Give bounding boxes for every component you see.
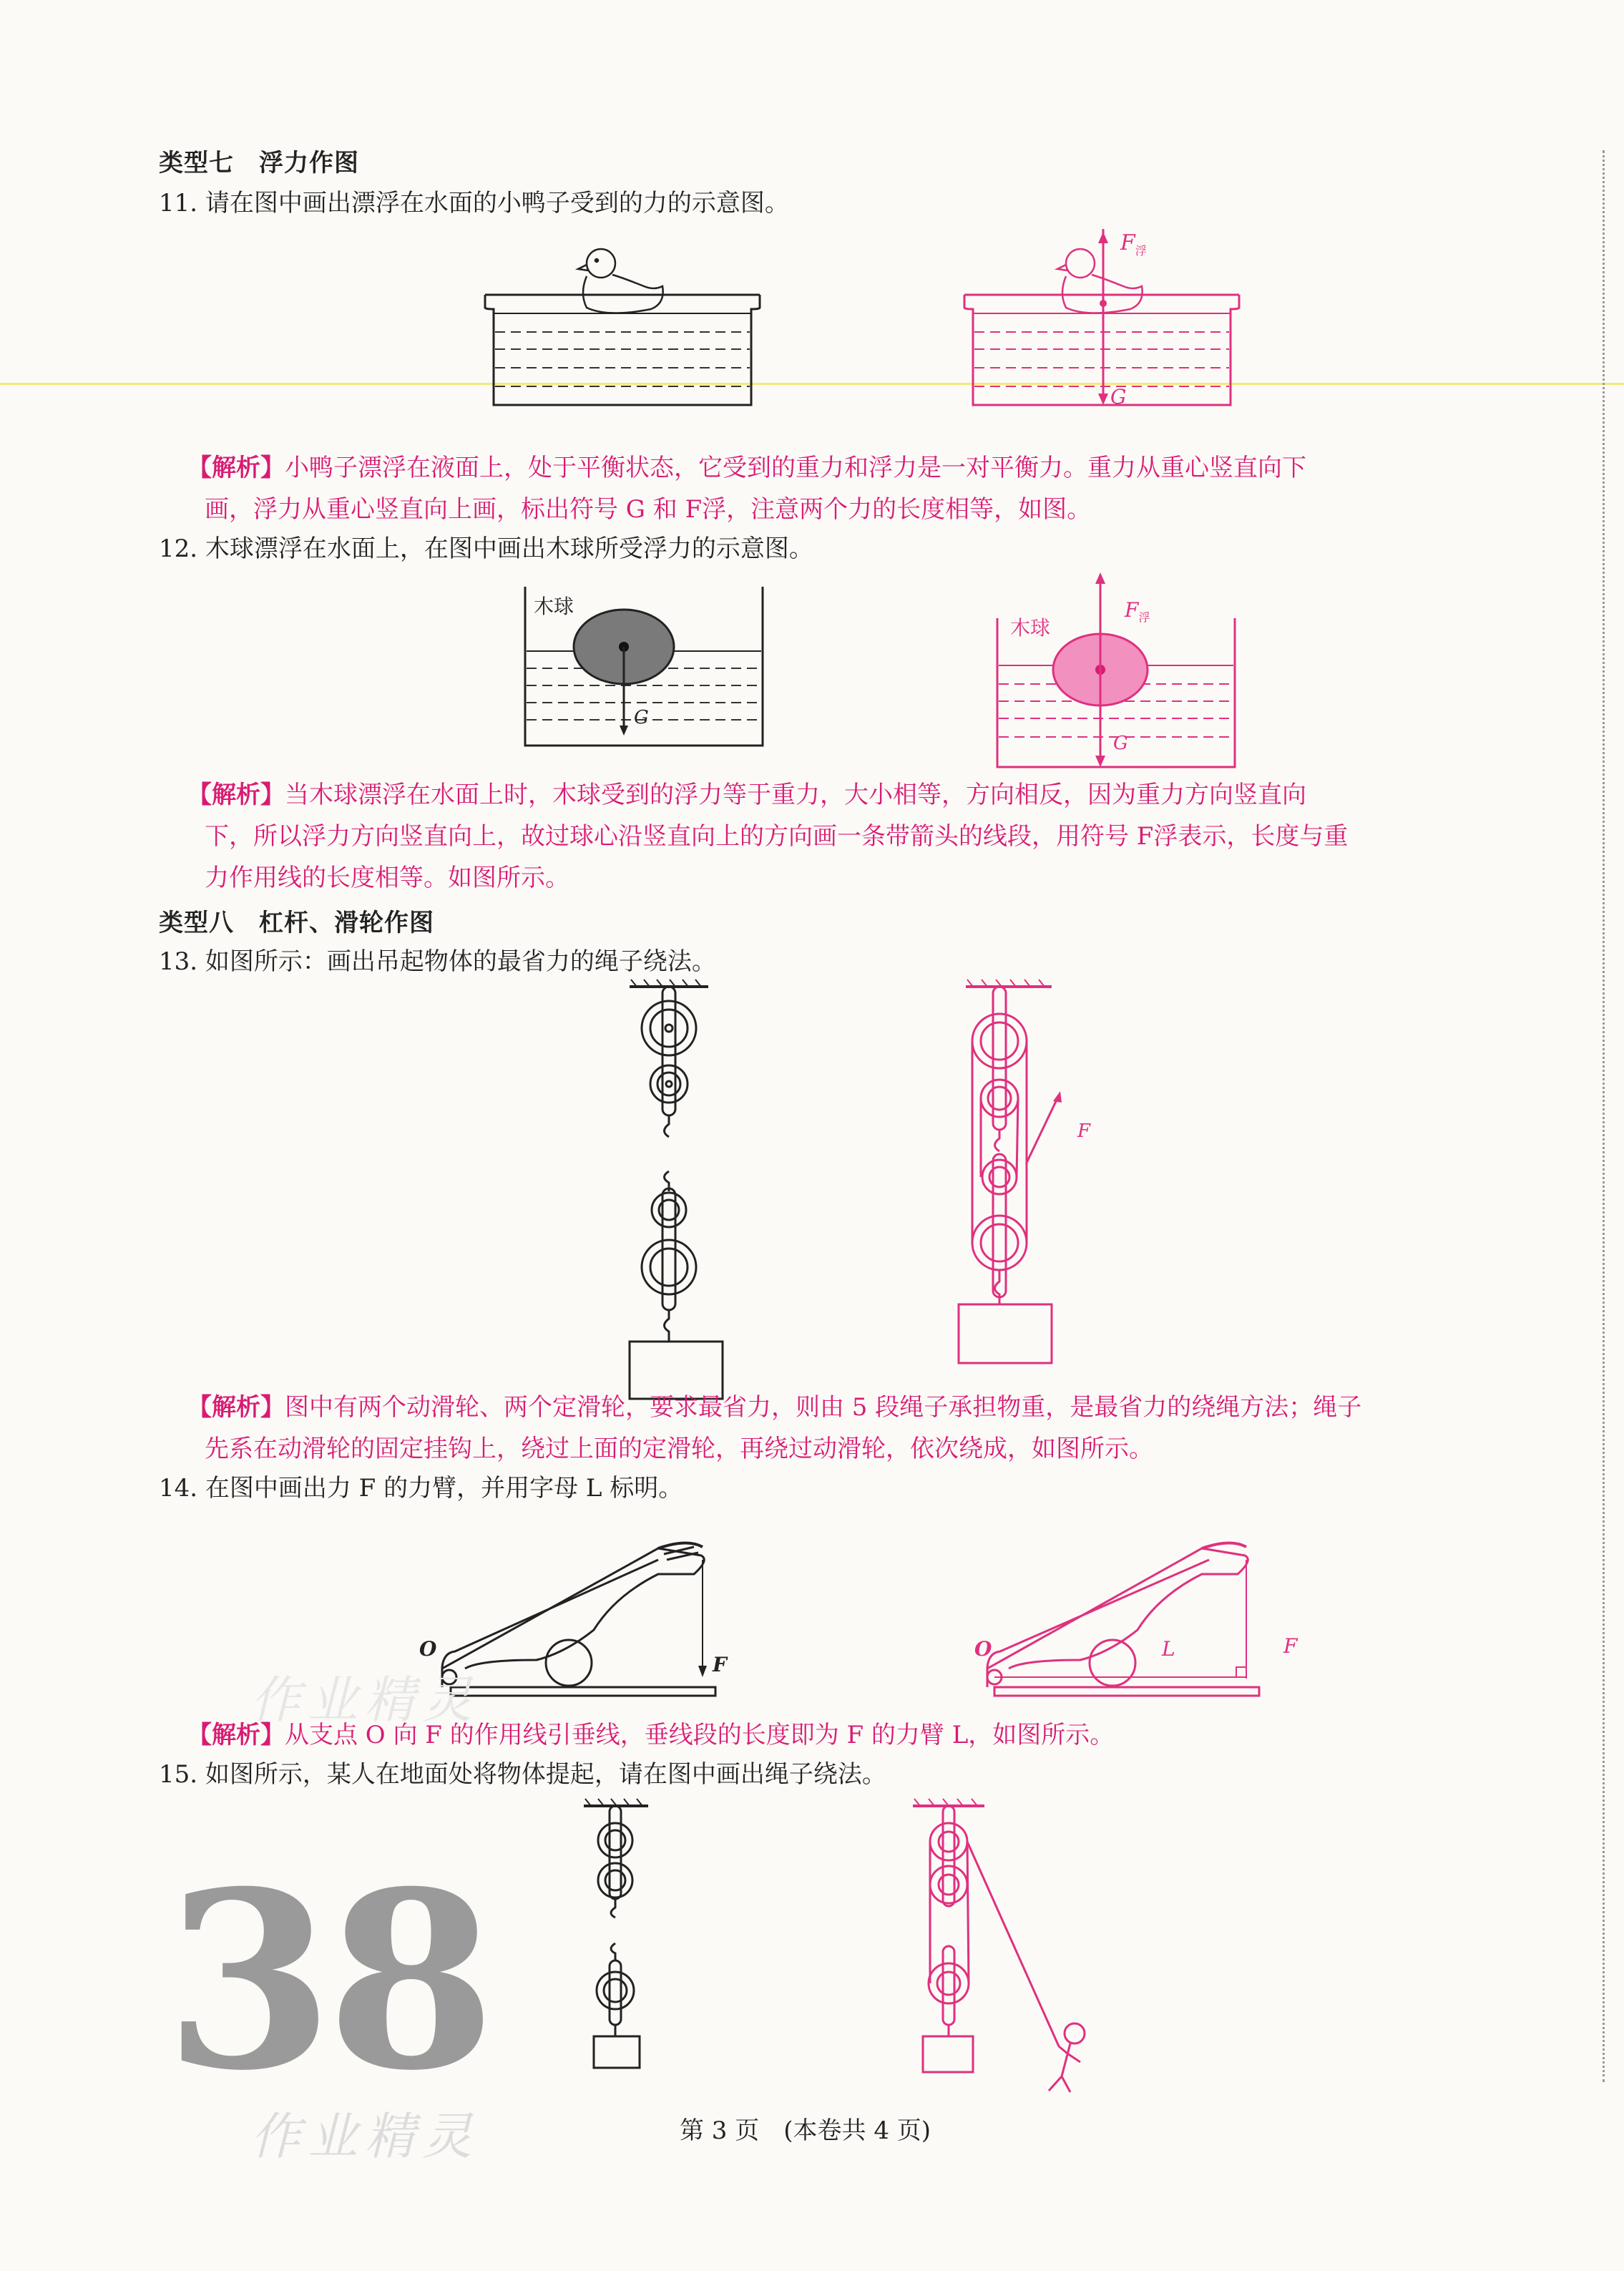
q12-analysis-line1: 【解析】当木球漂浮在水面上时，木球受到的浮力等于重力，大小相等，方向相反，因为重力方向竖直向 xyxy=(187,781,1306,809)
section-heading-8: 类型八 杠杆、滑轮作图 xyxy=(159,909,434,937)
q14-label-f: F xyxy=(713,1653,727,1676)
q14-answer-label-l: L xyxy=(1162,1637,1175,1661)
q13-pulley-figure xyxy=(615,984,744,1384)
q12-label-f: $F_浮$ xyxy=(1125,598,1150,625)
q11-label-f: $F_浮$ xyxy=(1120,230,1147,258)
question-14: 14. 在图中画出力 F 的力臂，并用字母 L 标明。 xyxy=(159,1474,683,1503)
q12-ball-label: 木球 xyxy=(534,595,574,618)
q11-answer-figure xyxy=(959,229,1259,415)
q14-answer-figure xyxy=(987,1503,1288,1696)
question-12: 12. 木球漂浮在水面上，在图中画出木球所受浮力的示意图。 xyxy=(159,534,813,563)
dotted-margin-line xyxy=(1603,150,1605,2082)
q13-answer-figure xyxy=(959,984,1145,1370)
q15-answer-figure xyxy=(909,1796,1123,2096)
q15-pulley-figure xyxy=(579,1803,665,2082)
q11-analysis-line1: 【解析】小鸭子漂浮在液面上，处于平衡状态，它受到的重力和浮力是一对平衡力。重力从重心竖直向下 xyxy=(187,454,1306,482)
question-15: 15. 如图所示，某人在地面处将物体提起，请在图中画出绳子绕法。 xyxy=(159,1760,886,1789)
q12-label-g: G xyxy=(634,707,649,728)
q12-answer-ball-label: 木球 xyxy=(1010,616,1051,640)
section-heading-7: 类型七 浮力作图 xyxy=(159,149,359,177)
page-footer: 第 3 页 (本卷共 4 页) xyxy=(680,2116,931,2145)
question-11: 11. 请在图中画出漂浮在水面的小鸭子受到的力的示意图。 xyxy=(159,189,789,218)
watermark-top: 作业精灵 xyxy=(250,1671,479,1729)
q11-analysis-line2: 画，浮力从重心竖直向上画，标出符号 G 和 F浮，注意两个力的长度相等，如图。 xyxy=(205,495,1092,524)
q14-answer-label-f: F xyxy=(1283,1634,1298,1658)
q11-label-g: G xyxy=(1110,385,1127,409)
q13-label-f: F xyxy=(1077,1120,1091,1142)
q12-analysis-line3: 力作用线的长度相等。如图所示。 xyxy=(205,864,569,892)
q14-analysis-line1: 【解析】从支点 O 向 F 的作用线引垂线，垂线段的长度即为 F 的力臂 L，如图所示。 xyxy=(187,1721,1115,1749)
watermark-bottom: 作业精灵 xyxy=(250,2107,479,2166)
page-number-large: 38 xyxy=(165,1839,489,2124)
duck-icon xyxy=(578,249,663,313)
q13-analysis-line1: 【解析】图中有两个动滑轮、两个定滑轮，要求最省力，则由 5 段绳子承担物重，是最省力的绕绳方法；绳子 xyxy=(187,1393,1362,1422)
q13-analysis-line2: 先系在动滑轮的固定挂钩上，绕过上面的定滑轮，再绕过动滑轮，依次绕成，如图所示。 xyxy=(205,1435,1153,1463)
q12-analysis-line2: 下，所以浮力方向竖直向上，故过球心沿竖直向上的方向画一条带箭头的线段，用符号 F浮表示，长度与重 xyxy=(205,822,1349,851)
q12-answer-label-g: G xyxy=(1113,733,1128,754)
q14-label-o: O xyxy=(419,1637,437,1661)
q14-answer-label-o: O xyxy=(974,1637,992,1661)
q11-beaker-figure xyxy=(479,243,765,415)
yellow-guide-line xyxy=(0,383,1624,385)
question-13: 13. 如图所示：画出吊起物体的最省力的绳子绕法。 xyxy=(159,947,716,976)
